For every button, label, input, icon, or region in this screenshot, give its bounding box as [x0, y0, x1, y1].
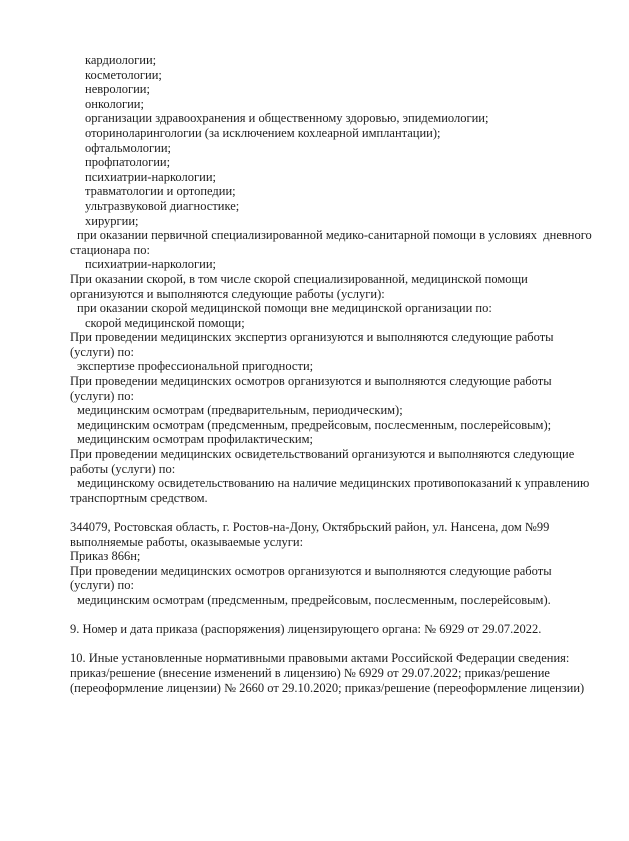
text-line: при оказании скорой медицинской помощи вне медицинской организации по: — [77, 301, 492, 316]
text-line: медицинским осмотрам (предсменным, предрейсовым, послесменным, послерейсовым); — [77, 417, 552, 432]
text-line: травматологии и ортопедии; — [85, 184, 236, 199]
text-line: работы (услуги) по: — [70, 461, 176, 476]
text-line: (услуги) по: — [70, 578, 134, 593]
text-line: 344079, Ростовская область, г. Ростов-на-Дону, Октябрьский район, ул. Нансена, дом №99 — [70, 520, 550, 534]
text-line: ультразвуковой диагностике; — [85, 198, 240, 213]
text-line: психиатрии-наркологии; — [85, 257, 216, 272]
text-line: медицинским осмотрам (предварительным, периодическим); — [77, 403, 403, 418]
text-line: организации здравоохранения и общественному здоровью, эпидемиологии; — [85, 111, 489, 126]
document-text — [70, 53, 608, 695]
text-line: выполняемые работы, оказываемые услуги: — [70, 534, 304, 549]
text-line: онкологии; — [85, 96, 144, 111]
text-line: приказ/решение (внесение изменений в лицензию) № 6929 от 29.07.2022; приказ/решение — [70, 665, 550, 680]
blank-line — [70, 637, 608, 652]
text-line: экспертизе профессиональной пригодности; — [77, 359, 314, 374]
text-line: При проведении медицинских экспертиз организуются и выполняются следующие работы — [70, 330, 554, 345]
text-line: медицинским осмотрам (предсменным, предрейсовым, послесменным, послерейсовым). — [77, 592, 551, 607]
text-line: При проведении медицинских осмотров организуются и выполняются следующие работы — [70, 374, 552, 389]
text-line: При оказании скорой, в том числе скорой специализированной, медицинской помощи — [70, 271, 528, 286]
text-line: организуются и выполняются следующие работы (услуги): — [70, 286, 385, 301]
text-line: 10. Иные установленные нормативными правовыми актами Российской Федерации сведения: — [70, 651, 570, 666]
text-line: медицинскому освидетельствованию на наличие медицинских противопоказаний к управлению — [77, 476, 590, 491]
text-line: при оказании первичной специализированной медико-санитарной помощи в условиях дневного — [77, 228, 592, 243]
blank-line — [70, 608, 608, 623]
text-line: При проведении медицинских освидетельствований организуются и выполняются следующие — [70, 447, 575, 462]
text-line: кардиологии; — [85, 53, 157, 67]
text-line: медицинским осмотрам профилактическим; — [77, 432, 313, 447]
text-line: (услуги) по: — [70, 344, 134, 359]
blank-line — [70, 505, 608, 520]
text-line: оториноларингологии (за исключением кохлеарной имплантации); — [85, 125, 441, 140]
text-line: (переоформление лицензии) № 2660 от 29.10.2020; приказ/решение (переоформление лицензии) — [70, 680, 585, 695]
text-line: стационара по: — [70, 242, 150, 257]
text-line: транспортным средством. — [70, 490, 208, 505]
text-line: (услуги) по: — [70, 388, 134, 403]
text-line: Приказ 866н; — [70, 549, 141, 564]
text-line: офтальмологии; — [85, 140, 172, 155]
text-line: психиатрии-наркологии; — [85, 169, 216, 184]
text-line: 9. Номер и дата приказа (распоряжения) лицензирующего органа: № 6929 от 29.07.2022. — [70, 622, 542, 637]
text-line: косметологии; — [85, 67, 162, 82]
text-line: При проведении медицинских осмотров организуются и выполняются следующие работы — [70, 563, 552, 578]
text-line: профпатологии; — [85, 155, 171, 170]
text-line: скорой медицинской помощи; — [85, 315, 245, 330]
text-line: хирургии; — [85, 213, 139, 228]
text-line: неврологии; — [85, 82, 150, 97]
